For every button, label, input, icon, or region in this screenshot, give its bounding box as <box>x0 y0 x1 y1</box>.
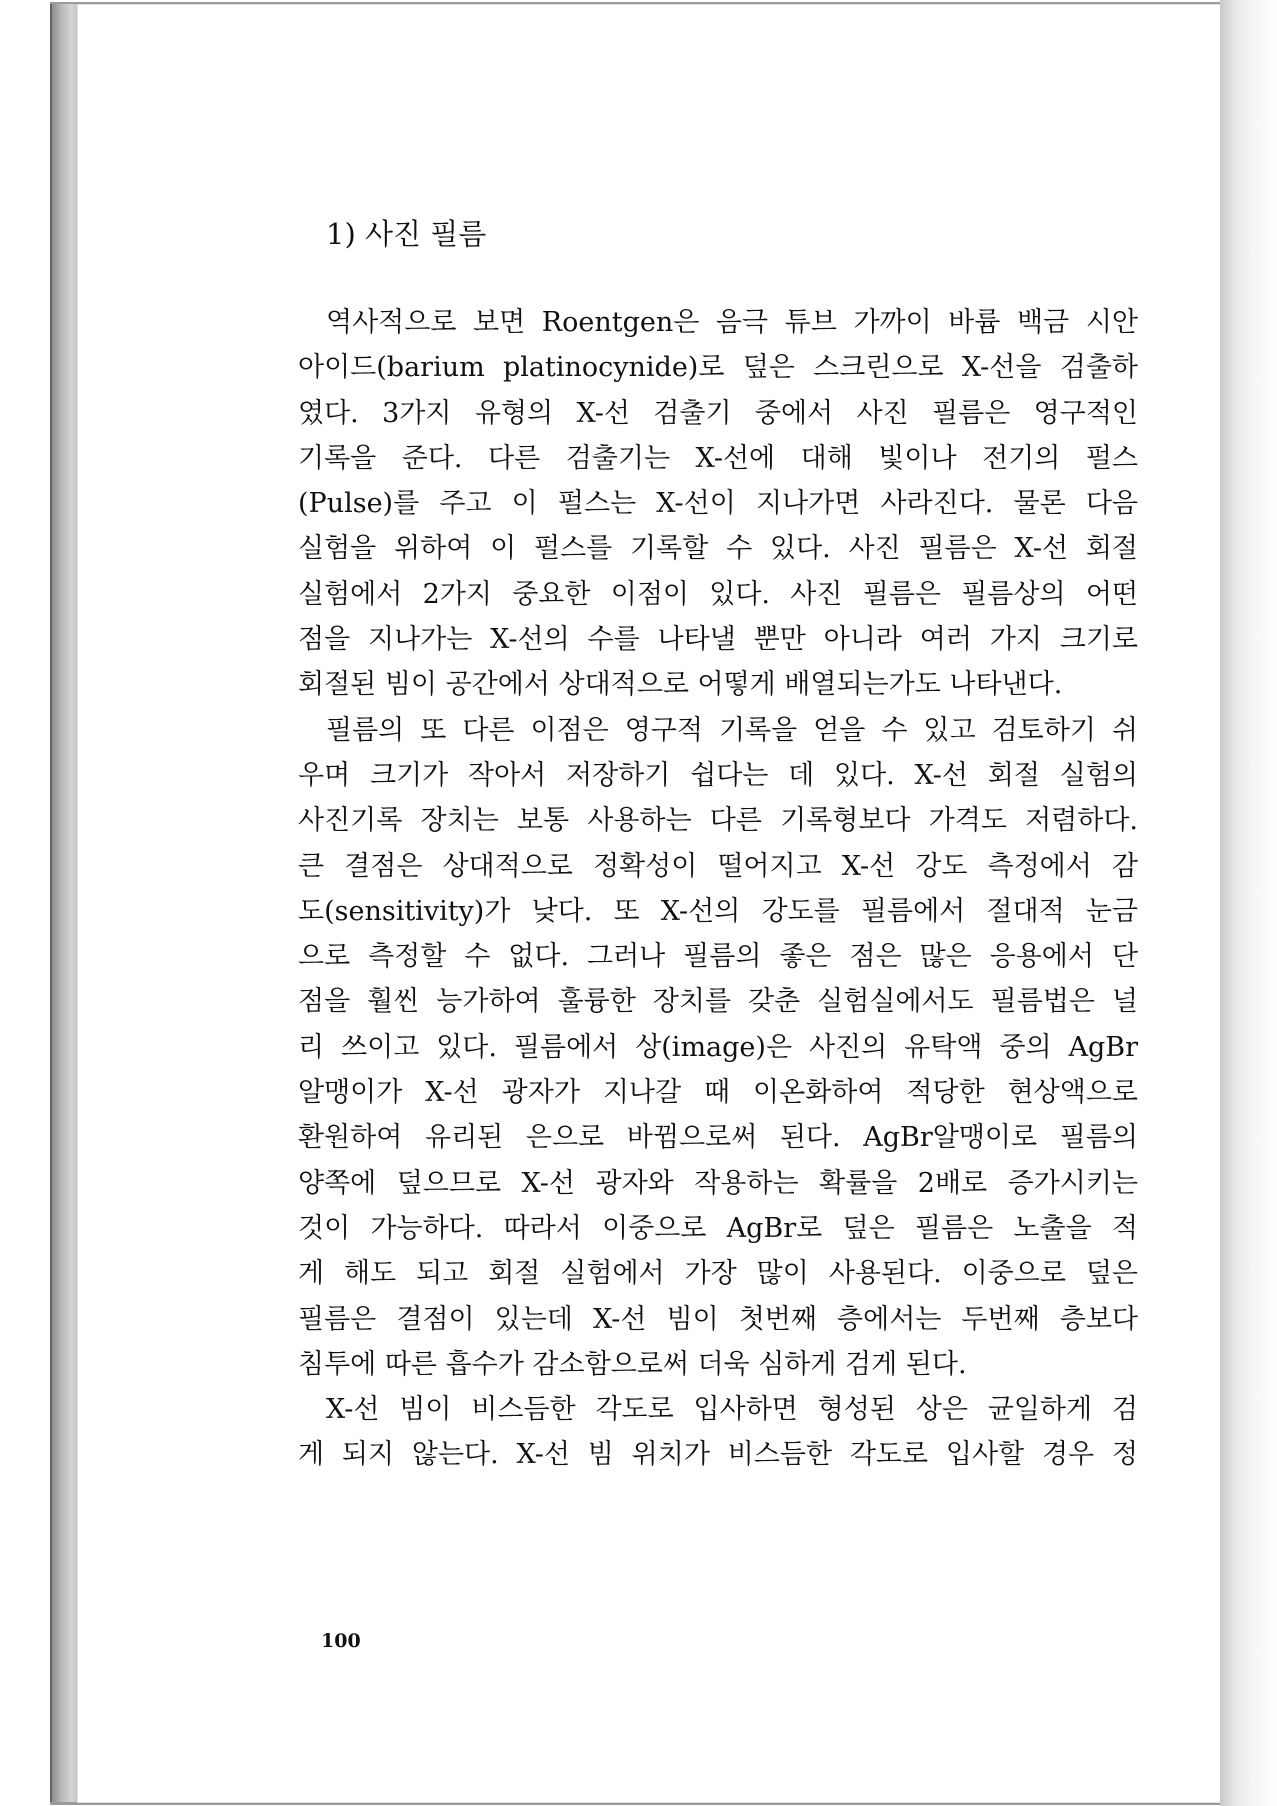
text-line: 점을 지나가는 X-선의 수를 나타낼 뿐만 아니라 여러 가지 크기로 <box>298 624 1138 656</box>
text-line: 실험에서 2가지 중요한 이점이 있다. 사진 필름은 필름상의 어떤 <box>298 578 1138 610</box>
text-line: 사진기록 장치는 보통 사용하는 다른 기록형보다 가격도 저렴하다. <box>298 805 1138 837</box>
text-line: (Pulse)를 주고 이 펄스는 X-선이 지나가면 사라진다. 물론 다음 <box>298 488 1138 520</box>
book-edge-bottom <box>50 1802 1250 1805</box>
text-line: 리 쓰이고 있다. 필름에서 상(image)은 사진의 유탁액 중의 AgBr <box>298 1031 1138 1063</box>
text-line: 알맹이가 X-선 광자가 지나갈 때 이온화하여 적당한 현상액으로 <box>298 1077 1138 1109</box>
text-line: 큰 결점은 상대적으로 정확성이 떨어지고 X-선 강도 측정에서 감 <box>298 850 1138 882</box>
text-line: 였다. 3가지 유형의 X-선 검출기 중에서 사진 필름은 영구적인 <box>298 397 1138 429</box>
text-line: 실험을 위하여 이 펄스를 기록할 수 있다. 사진 필름은 X-선 회절 <box>298 533 1138 565</box>
text-line: 회절된 빔이 공간에서 상대적으로 어떻게 배열되는가도 나타낸다. <box>298 669 1063 701</box>
text-line: 양쪽에 덮으므로 X-선 광자와 작용하는 확률을 2배로 증가시키는 <box>298 1167 1138 1199</box>
text-line: 역사적으로 보면 Roentgen은 음극 튜브 가까이 바륨 백금 시안 <box>326 307 1138 338</box>
text-line: 필름의 또 다른 이점은 영구적 기록을 얻을 수 있고 검토하기 쉬 <box>326 714 1138 746</box>
text-line: 점을 훨씬 능가하여 훌륭한 장치를 갖춘 실험실에서도 필름법은 널 <box>298 986 1138 1018</box>
text-line: 환원하여 유리된 은으로 바뀜으로써 된다. AgBr알맹이로 필름의 <box>298 1122 1138 1154</box>
text-line: X-선 빔이 비스듬한 각도로 입사하면 형성된 상은 균일하게 검 <box>326 1394 1138 1426</box>
text-line: 것이 가능하다. 따라서 이중으로 AgBr로 덮은 필름은 노출을 적 <box>298 1212 1138 1244</box>
text-line: 도(sensitivity)가 낮다. 또 X-선의 강도를 필름에서 절대적 눈금 <box>298 895 1138 927</box>
section-heading: 1) 사진 필름 <box>326 217 487 251</box>
page-right-shadow <box>1220 0 1277 1806</box>
text-line: 우며 크기가 작아서 저장하기 쉽다는 데 있다. X-선 회절 실험의 <box>298 759 1138 791</box>
text-line: 으로 측정할 수 없다. 그러나 필름의 좋은 점은 많은 응용에서 단 <box>298 941 1138 973</box>
book-page-stack-edge <box>50 4 80 1802</box>
body-text <box>298 300 1138 1478</box>
text-line: 필름은 결점이 있는데 X-선 빔이 첫번째 층에서는 두번째 층보다 <box>298 1303 1138 1335</box>
text-line: 침투에 따른 흡수가 감소함으로써 더욱 심하게 검게 된다. <box>298 1348 967 1380</box>
page-number: 100 <box>321 1630 361 1652</box>
text-line: 게 해도 되고 회절 실험에서 가장 많이 사용된다. 이중으로 덮은 <box>298 1258 1138 1290</box>
text-line: 게 되지 않는다. X-선 빔 위치가 비스듬한 각도로 입사할 경우 정 <box>298 1439 1138 1471</box>
text-line: 아이드(barium platinocynide)로 덮은 스크린으로 X-선을 검출하 <box>298 352 1138 384</box>
text-line: 기록을 준다. 다른 검출기는 X-선에 대해 빛이나 전기의 펄스 <box>298 442 1138 474</box>
